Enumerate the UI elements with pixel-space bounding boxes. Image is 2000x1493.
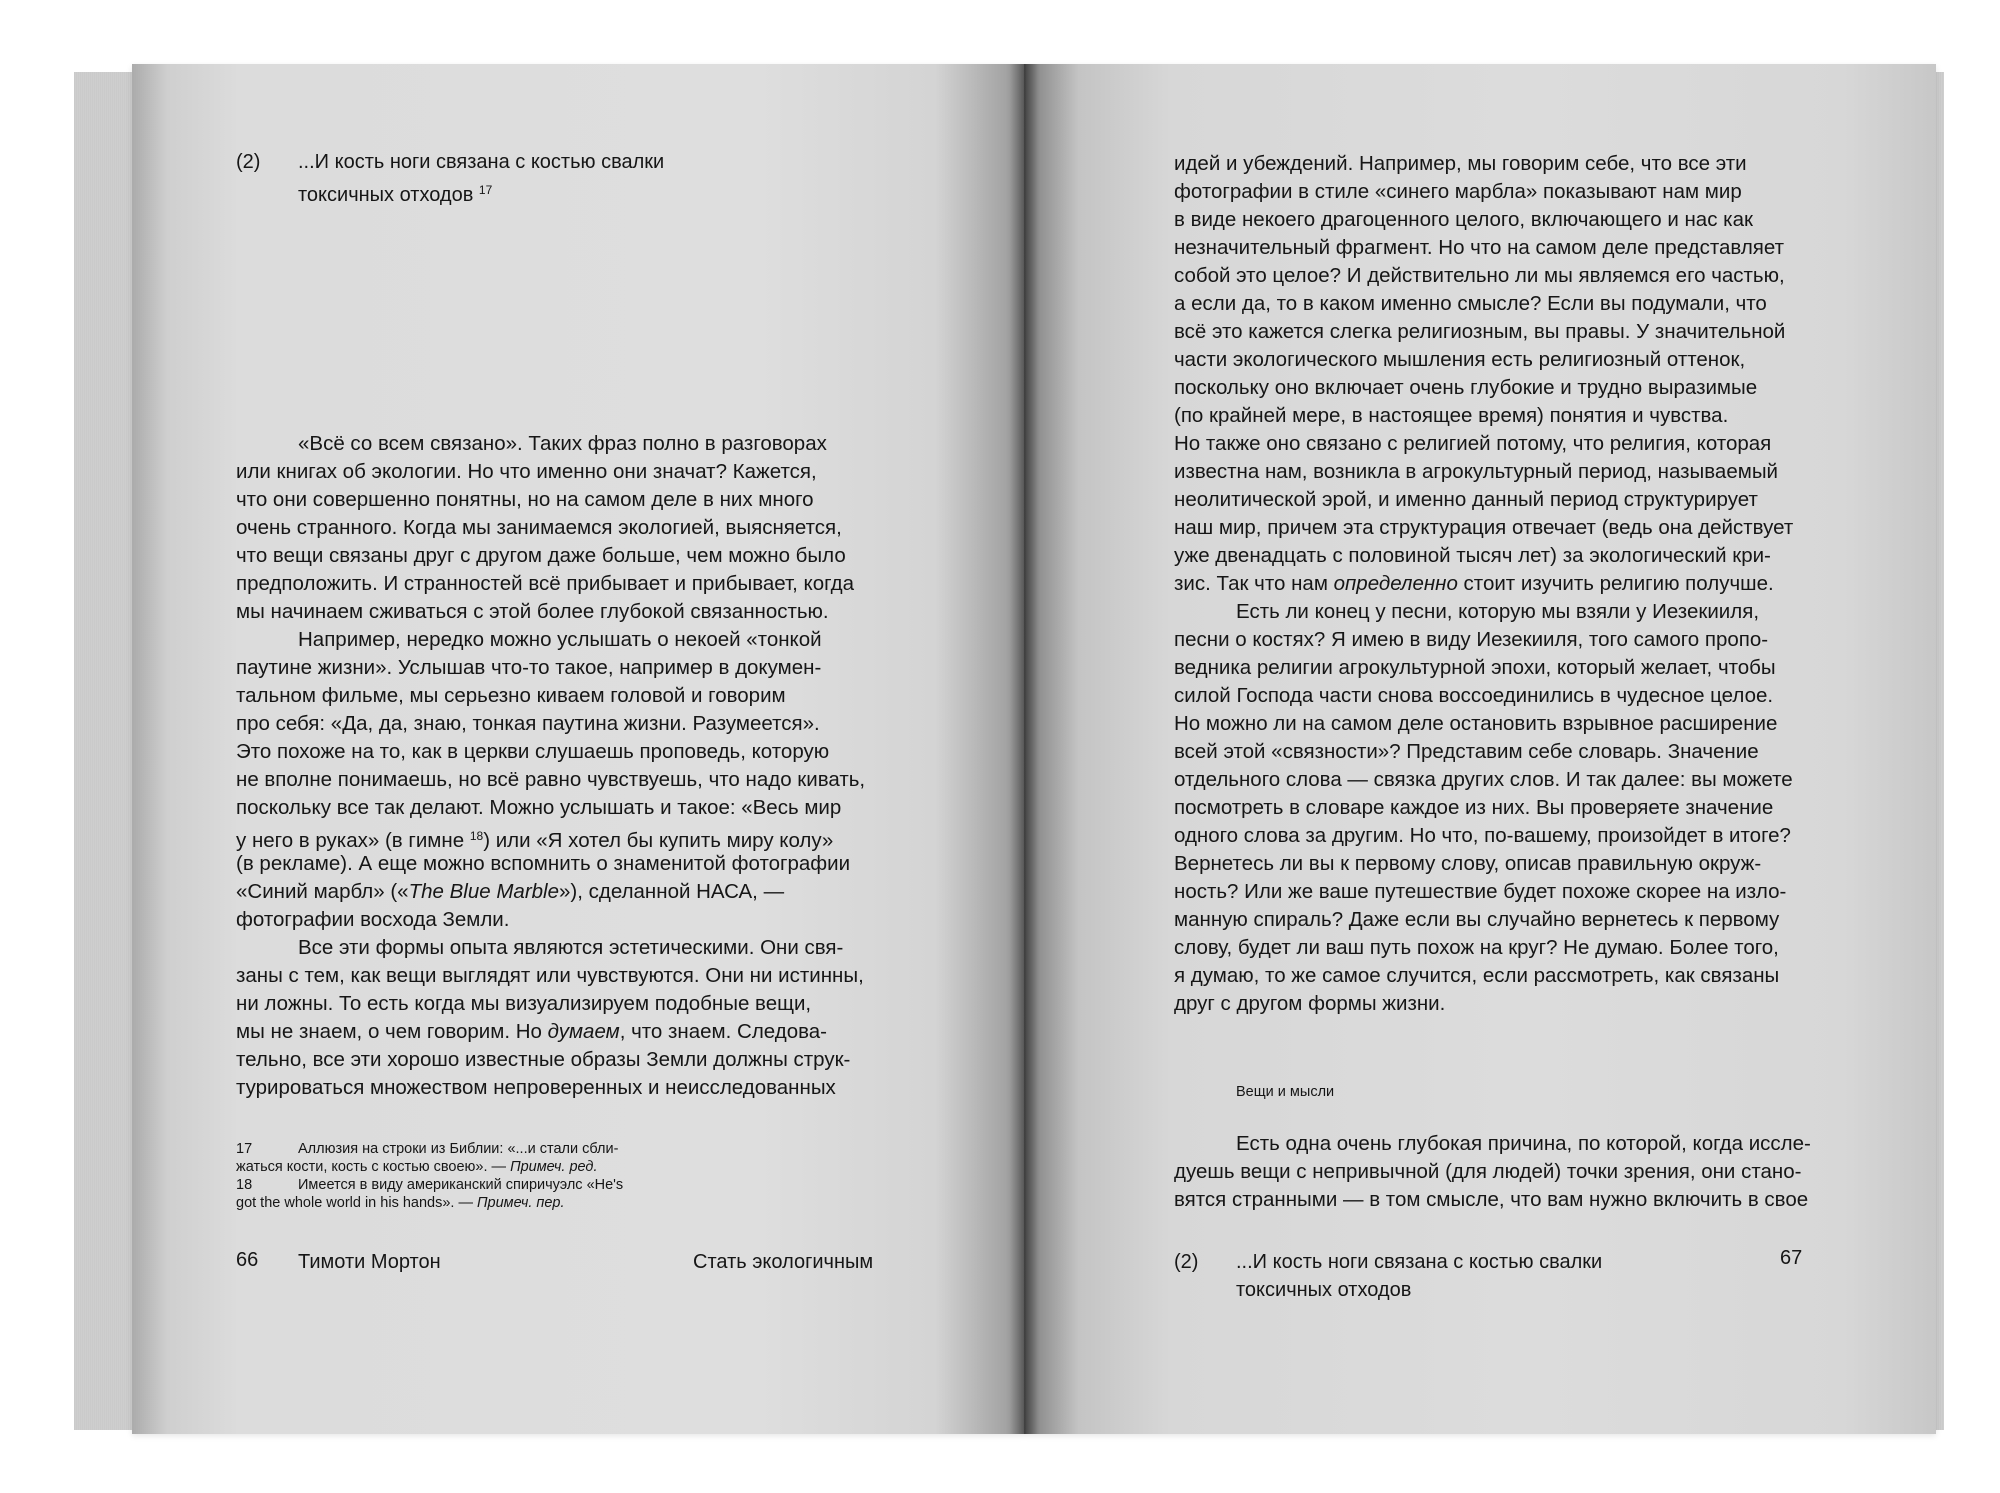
- text-line: Но также оно связано с религией потому, что религия, которая: [1174, 432, 1772, 455]
- italic-title: The Blue Marble: [408, 880, 560, 903]
- footnote-ref-18: 18: [469, 829, 484, 843]
- footer-author: Тимоти Мортон: [298, 1251, 441, 1273]
- text-segment: «Синий марбл» («: [236, 880, 409, 903]
- footnote-segment: got the whole world in his hands». —: [236, 1195, 477, 1211]
- text-line: манную спираль? Даже если вы случайно вернетесь к первому: [1174, 908, 1780, 931]
- footer-chapter-title-line-1: ...И кость ноги связана с костью свалки: [1236, 1251, 1603, 1273]
- text-line: [236, 878, 784, 906]
- text-line: что вещи связаны друг с другом даже больше, чем можно было: [236, 544, 846, 567]
- text-line: фотографии в стиле «синего марбла» показывают нам мир: [1174, 180, 1742, 203]
- left-page: [132, 64, 1024, 1434]
- text-segment: стоит изучить религию получше.: [1457, 572, 1774, 595]
- text-line: тельно, все эти хорошо известные образы Земли должны струк-: [236, 1048, 851, 1071]
- text-line: про себя: «Да, да, знаю, тонкая паутина жизни. Разумеется».: [236, 712, 820, 735]
- text-line: ни ложны. То есть когда мы визуализируем подобные вещи,: [236, 992, 812, 1015]
- text-line: собой это целое? И действительно ли мы являемся его частью,: [1174, 264, 1785, 287]
- text-line: мы начинаем сживаться с этой более глубокой связанностью.: [236, 600, 829, 623]
- text-line: уже двенадцать с половиной тысяч лет) за экологический кри-: [1174, 544, 1771, 567]
- text-line: известна нам, возникла в агрокультурный период, называемый: [1174, 460, 1779, 483]
- text-line: тальном фильме, мы серьезно киваем головой и говорим: [236, 684, 786, 707]
- chapter-number: (2): [236, 151, 261, 173]
- text-segment: , что знаем. Следова-: [619, 1020, 827, 1043]
- chapter-title-line-2: [298, 176, 492, 209]
- text-line: неолитической эрой, и именно данный период структурирует: [1174, 488, 1758, 511]
- page-number: 66: [236, 1249, 259, 1271]
- text-segment: »), сделанной НАСА, —: [559, 880, 785, 903]
- footnote-ref-17: 17: [478, 183, 493, 197]
- footer-book-title: Стать экологичным: [693, 1251, 874, 1273]
- text-line: (по крайней мере, в настоящее время) понятия и чувства.: [1174, 404, 1729, 427]
- text-line: слову, будет ли ваш путь похож на круг? Не думаю. Более того,: [1174, 936, 1779, 959]
- text-line: идей и убеждений. Например, мы говорим себе, что все эти: [1174, 152, 1747, 175]
- text-line: «Всё со всем связано». Таких фраз полно в разговорах: [298, 432, 827, 455]
- text-line: ведника религии агрокультурной эпохи, который желает, чтобы: [1174, 656, 1776, 679]
- text-line: части экологического мышления есть религиозный оттенок,: [1174, 348, 1746, 371]
- text-line: поскольку все так делают. Можно услышать и такое: «Весь мир: [236, 796, 842, 819]
- footnote-text: [236, 1158, 597, 1176]
- italic-emphasis: определенно: [1333, 572, 1458, 595]
- text-line: или книгах об экологии. Но что именно они значат? Кажется,: [236, 460, 817, 483]
- text-line: Есть одна очень глубокая причина, по которой, когда иссле-: [1236, 1132, 1811, 1155]
- page-number: 67: [1780, 1247, 1803, 1269]
- italic-emphasis: думаем: [547, 1020, 620, 1043]
- text-line: ность? Или же ваше путешествие будет похоже скорее на изло-: [1174, 880, 1787, 903]
- text-line: незначительный фрагмент. Но что на самом деле представляет: [1174, 236, 1785, 259]
- chapter-title-line-1: ...И кость ноги связана с костью свалки: [298, 151, 665, 173]
- text-line: песни о костях? Я имею в виду Иезекииля, того самого пропо-: [1174, 628, 1769, 651]
- footer-chapter-title-line-2: токсичных отходов: [1236, 1279, 1412, 1301]
- text-line: одного слова за другим. Но что, по-вашему, произойдет в итоге?: [1174, 824, 1791, 847]
- text-line: что они совершенно понятны, но на самом деле в них много: [236, 488, 814, 511]
- text-line: посмотреть в словаре каждое из них. Вы проверяете значение: [1174, 796, 1774, 819]
- text-line: дуешь вещи с непривычной (для людей) точки зрения, они стано-: [1174, 1160, 1802, 1183]
- text-line: Это похоже на то, как в церкви слушаешь проповедь, которую: [236, 740, 830, 763]
- text-line: Но можно ли на самом деле остановить взрывное расширение: [1174, 712, 1778, 735]
- text-line: я думаю, то же самое случится, если рассмотреть, как связаны: [1174, 964, 1780, 987]
- text-line: очень странного. Когда мы занимаемся экологией, выясняется,: [236, 516, 842, 539]
- text-line: [1174, 570, 1774, 598]
- text-line: вятся странными — в том смысле, что вам нужно включить в свое: [1174, 1188, 1809, 1211]
- text-line: Все эти формы опыта являются эстетическими. Они свя-: [298, 936, 844, 959]
- footnote-note: Примеч. пер.: [477, 1195, 565, 1211]
- footnote-note: Примеч. ред.: [510, 1159, 598, 1175]
- text-line: (в рекламе). А еще можно вспомнить о знаменитой фотографии: [236, 852, 851, 875]
- footnote-text: [236, 1194, 565, 1212]
- text-line: [236, 1018, 827, 1046]
- footnote-segment: жаться кости, кость с костью своею». —: [236, 1159, 511, 1175]
- footnote-number: 17: [236, 1141, 253, 1157]
- text-segment: зис. Так что нам: [1174, 572, 1334, 595]
- text-line: друг с другом формы жизни.: [1174, 992, 1446, 1015]
- text-segment: ) или «Я хотел бы купить миру колу»: [483, 829, 834, 852]
- text-segment: мы не знаем, о чем говорим. Но: [236, 1020, 548, 1043]
- footnote-text: Имеется в виду американский спиричуэлс «He's: [298, 1177, 624, 1193]
- text-segment: у него в руках» (в гимне: [236, 829, 465, 852]
- text-line: турироваться множеством непроверенных и неисследованных: [236, 1076, 836, 1099]
- chapter-title-text: токсичных отходов: [298, 184, 474, 206]
- footer-chapter-number: (2): [1174, 1251, 1199, 1273]
- text-line: всей этой «связности»? Представим себе словарь. Значение: [1174, 740, 1759, 763]
- text-line: отдельного слова — связка других слов. И так далее: вы можете: [1174, 768, 1793, 791]
- footnote-text: Аллюзия на строки из Библии: «...и стали сбли-: [298, 1141, 619, 1157]
- text-line: всё это кажется слегка религиозным, вы правы. У значительной: [1174, 320, 1786, 343]
- text-line: в виде некоего драгоценного целого, включающего и нас как: [1174, 208, 1753, 231]
- footnote-number: 18: [236, 1177, 253, 1193]
- text-line: силой Господа части снова воссоединились в чудесное целое.: [1174, 684, 1774, 707]
- text-line: наш мир, причем эта структурация отвечает (ведь она действует: [1174, 516, 1794, 539]
- text-line: а если да, то в каком именно смысле? Если вы подумали, что: [1174, 292, 1767, 315]
- page-edges-left: [74, 72, 140, 1430]
- book-gutter: [1010, 64, 1040, 1434]
- text-line: фотографии восхода Земли.: [236, 908, 510, 931]
- section-title: Вещи и мысли: [1236, 1084, 1335, 1100]
- text-line: поскольку оно включает очень глубокие и трудно выразимые: [1174, 376, 1758, 399]
- text-line: предположить. И странностей всё прибывает и прибывает, когда: [236, 572, 855, 595]
- text-line: Вернетесь ли вы к первому слову, описав правильную окруж-: [1174, 852, 1762, 875]
- text-line: заны с тем, как вещи выглядят или чувствуются. Они ни истинны,: [236, 964, 864, 987]
- text-line: [236, 822, 833, 850]
- text-line: паутине жизни». Услышав что-то такое, например в докумен-: [236, 656, 822, 679]
- right-page: [1024, 64, 1936, 1434]
- text-line: не вполне понимаешь, но всё равно чувствуешь, что надо кивать,: [236, 768, 866, 791]
- text-line: Например, нередко можно услышать о некоей «тонкой: [298, 628, 822, 651]
- text-line: Есть ли конец у песни, которую мы взяли у Иезекииля,: [1236, 600, 1760, 623]
